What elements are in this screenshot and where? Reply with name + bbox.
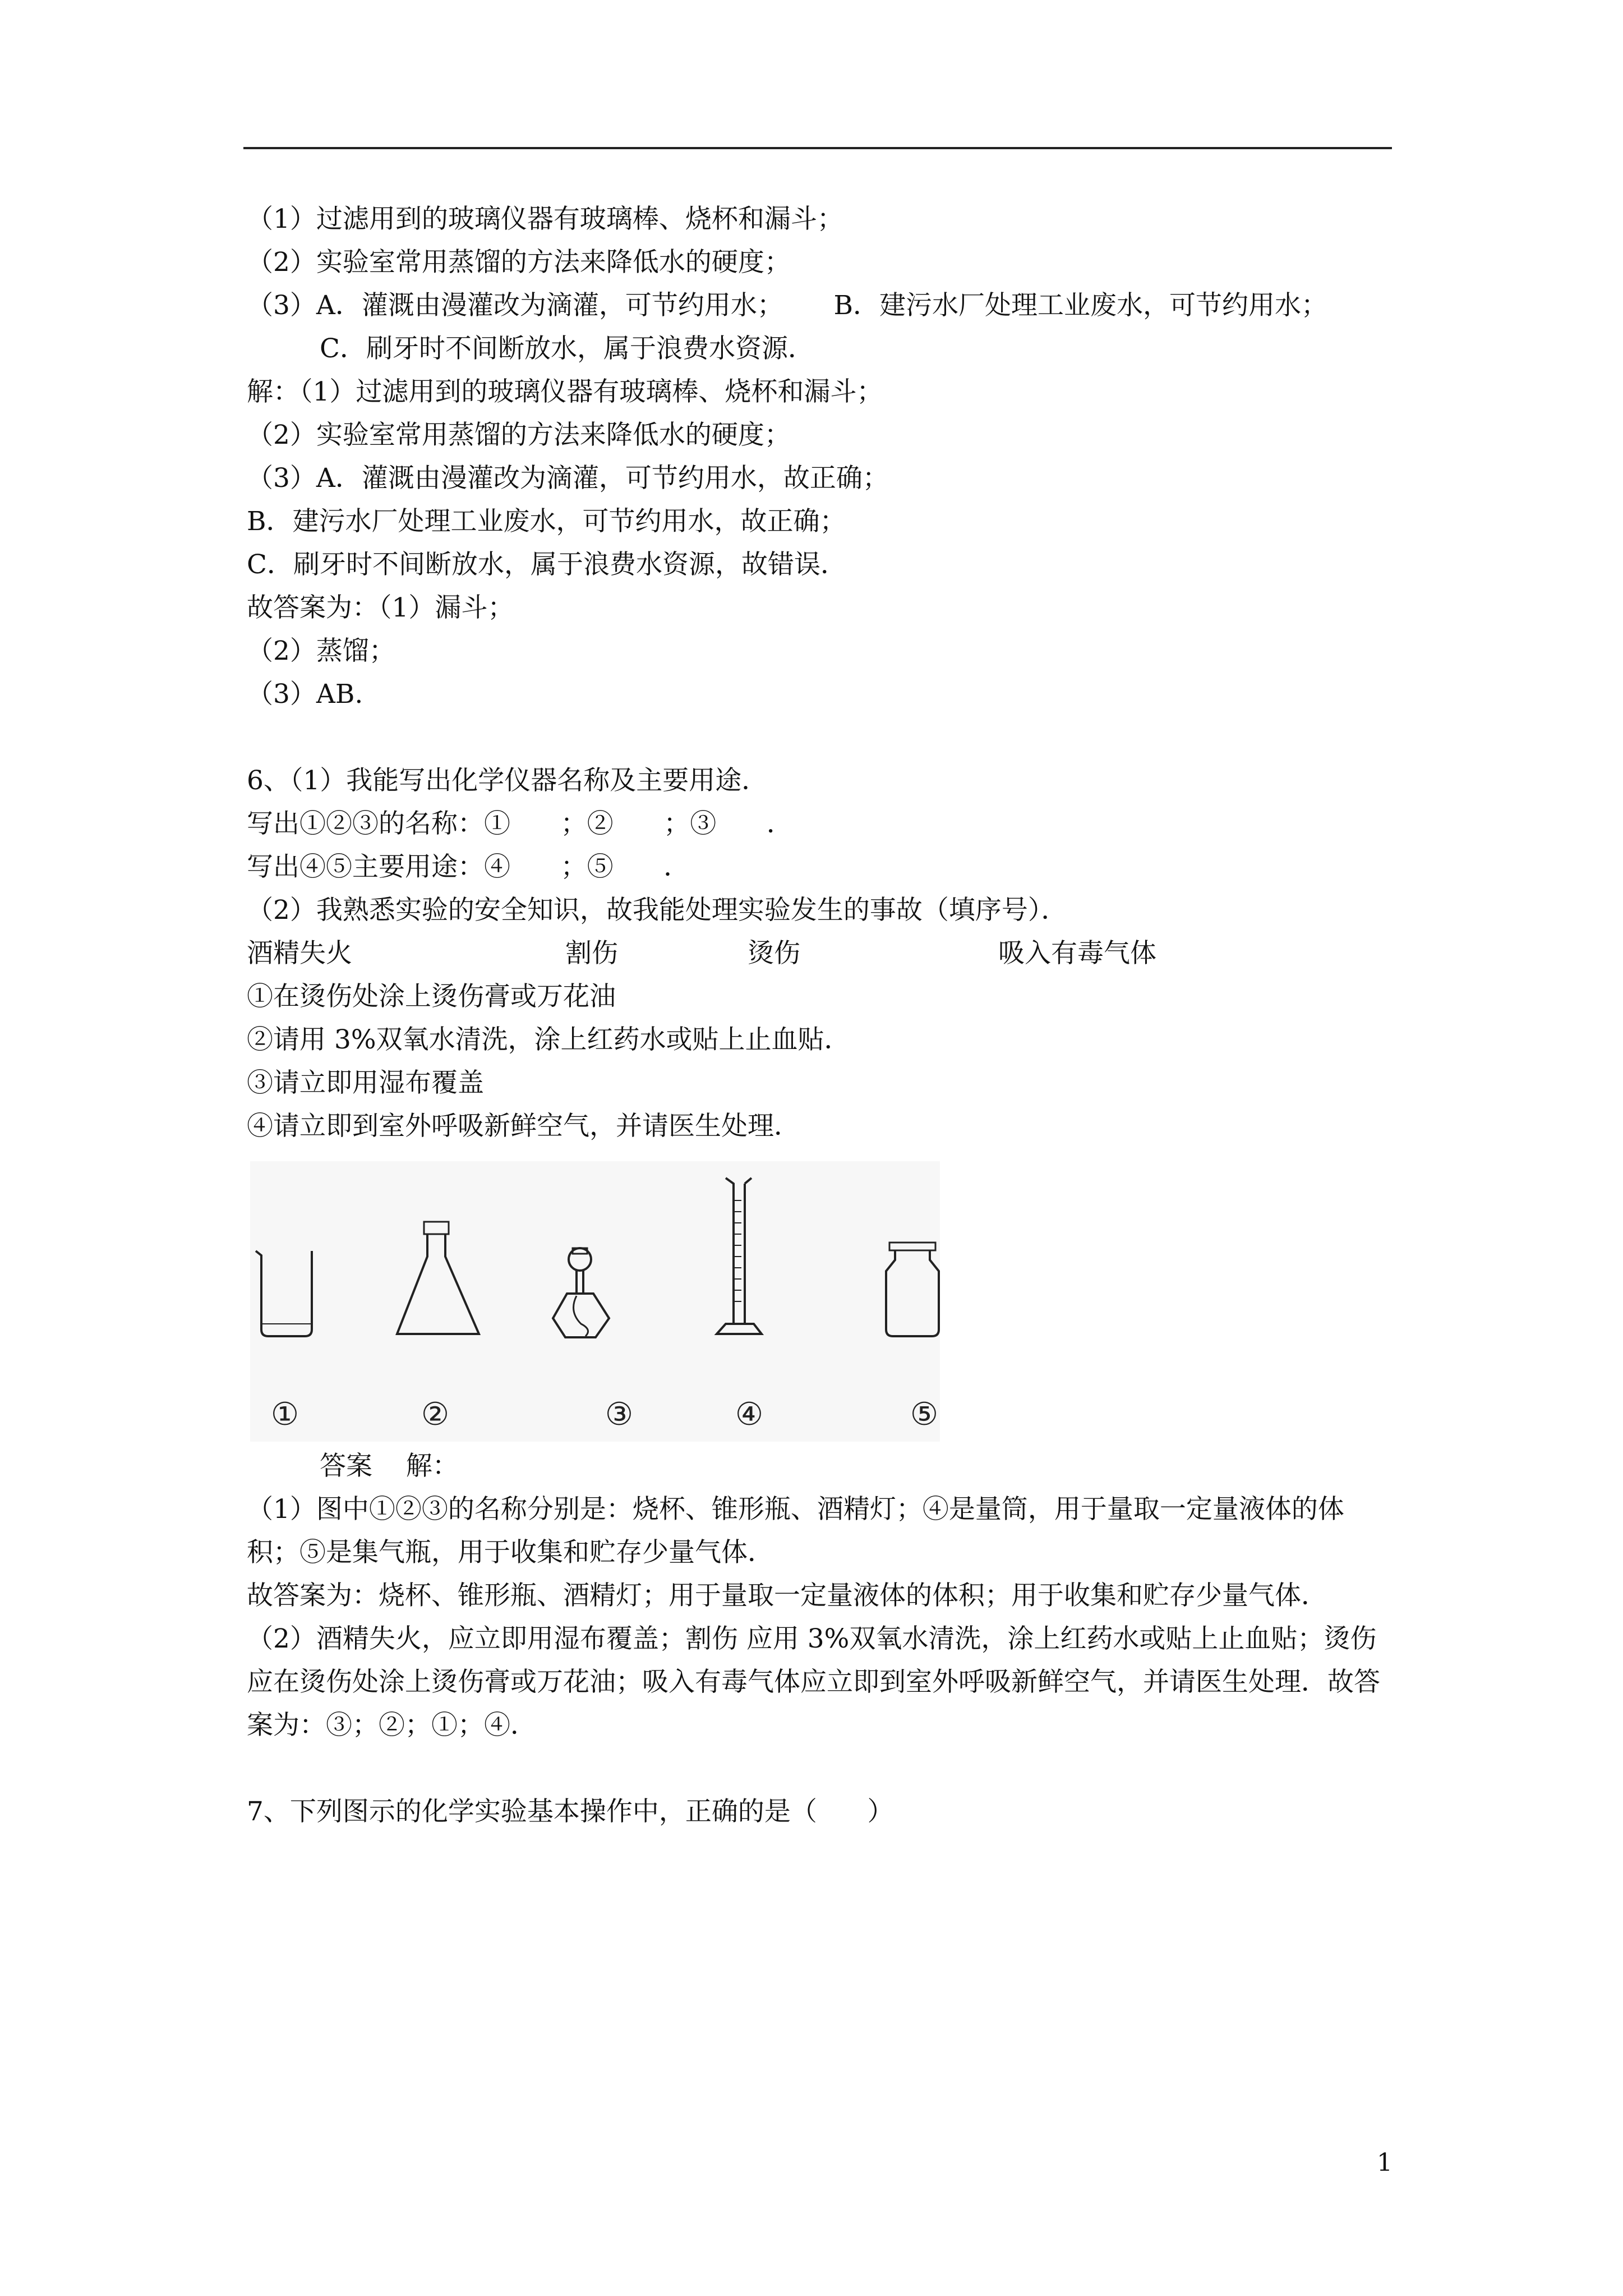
q6-option-2: ②请用 3%双氧水清洗，涂上红药水或贴上止血贴．: [247, 1024, 851, 1055]
q5-line-1: （1）过滤用到的玻璃仪器有玻璃棒、烧杯和漏斗；: [247, 204, 843, 234]
q5-answer-2: （2）蒸馏；: [247, 636, 395, 666]
conical-flask-icon: [397, 1222, 479, 1334]
incident-alcohol-fire: 酒精失火: [247, 938, 352, 969]
page-number: 1: [1377, 2148, 1393, 2177]
q5-solution-4: B．建污水厂处理工业废水，可节约用水，故正确；: [247, 506, 846, 537]
beaker-icon: [256, 1251, 312, 1336]
q6-part2: （2）我熟悉实验的安全知识，故我能处理实验发生的事故（填序号）．: [247, 895, 1068, 926]
incident-toxic-gas: 吸入有毒气体: [998, 938, 1156, 969]
q6-title: 6、（1）我能写出化学仪器名称及主要用途．: [247, 765, 768, 796]
incident-burn: 烫伤: [748, 938, 800, 969]
q6-answer-section: [247, 1444, 1396, 1833]
q5-answer-1: 故答案为：（1）漏斗；: [247, 592, 514, 623]
lab-apparatus-figure: [250, 1161, 940, 1442]
figure-label-4: ④: [735, 1396, 764, 1433]
q5-solution-1: 解：（1）过滤用到的玻璃仪器有玻璃棒、烧杯和漏斗；: [247, 376, 883, 407]
graduated-cylinder-icon: [717, 1178, 762, 1334]
q5-line-4: C．刷牙时不间断放水，属于浪费水资源．: [320, 333, 814, 364]
q5-solution-2: （2）实验室常用蒸馏的方法来降低水的硬度；: [247, 420, 791, 450]
q6-names-prompt: 写出①②③的名称：① ；② ；③ ．: [247, 808, 793, 839]
q6-solution-1: （1）图中①②③的名称分别是：烧杯、锥形瓶、酒精灯；④是量筒，用于量取一定量液体的体积；⑤是集气瓶，用于收集和贮存少量气体．: [247, 1494, 1344, 1568]
gas-jar-icon: [886, 1243, 939, 1336]
figure-label-2: ②: [421, 1396, 450, 1433]
document-body: [247, 197, 1396, 1148]
q6-incidents: [247, 932, 1396, 975]
q6-option-1: ①在烫伤处涂上烫伤膏或万花油: [247, 981, 616, 1012]
q5-solution-5: C．刷牙时不间断放水，属于浪费水资源，故错误．: [247, 549, 847, 580]
q7-title: 7、下列图示的化学实验基本操作中，正确的是（ ）: [247, 1796, 894, 1827]
q6-solution-2: 故答案为：烧杯、锥形瓶、酒精灯；用于量取一定量液体的体积；用于收集和贮存少量气体．: [247, 1580, 1327, 1611]
incident-cut: 割伤: [565, 938, 618, 969]
figure-label-3: ③: [605, 1396, 634, 1433]
figure-label-5: ⑤: [910, 1396, 939, 1433]
q5-line-2: （2）实验室常用蒸馏的方法来降低水的硬度；: [247, 247, 791, 278]
q6-option-3: ③请立即用湿布覆盖: [247, 1068, 484, 1098]
header-rule: [243, 147, 1392, 149]
q6-uses-prompt: 写出④⑤主要用途：④ ；⑤ ．: [247, 852, 690, 882]
q5-solution-3: （3）A．灌溉由漫灌改为滴灌，可节约用水，故正确；: [247, 463, 889, 494]
q5-answer-3: （3）AB.: [247, 679, 363, 710]
q6-solution-3: （2）酒精失火，应立即用湿布覆盖；割伤 应用 3%双氧水清洗，涂上红药水或贴上止血贴；烫伤应在烫伤处涂上烫伤膏或万花油；吸入有毒气体应立即到室外呼吸新鲜空气，并请医生处理．故答案为：③；②；①；④．: [247, 1623, 1380, 1741]
figure-label-1: ①: [270, 1396, 299, 1433]
q6-answer-header: 答案 解：: [320, 1451, 459, 1481]
q5-line-3: （3）A．灌溉由漫灌改为滴灌，可节约用水； B．建污水厂处理工业废水，可节约用水；: [247, 290, 1328, 321]
alcohol-lamp-icon: [553, 1248, 609, 1337]
q6-option-4: ④请立即到室外呼吸新鲜空气，并请医生处理．: [247, 1111, 800, 1142]
